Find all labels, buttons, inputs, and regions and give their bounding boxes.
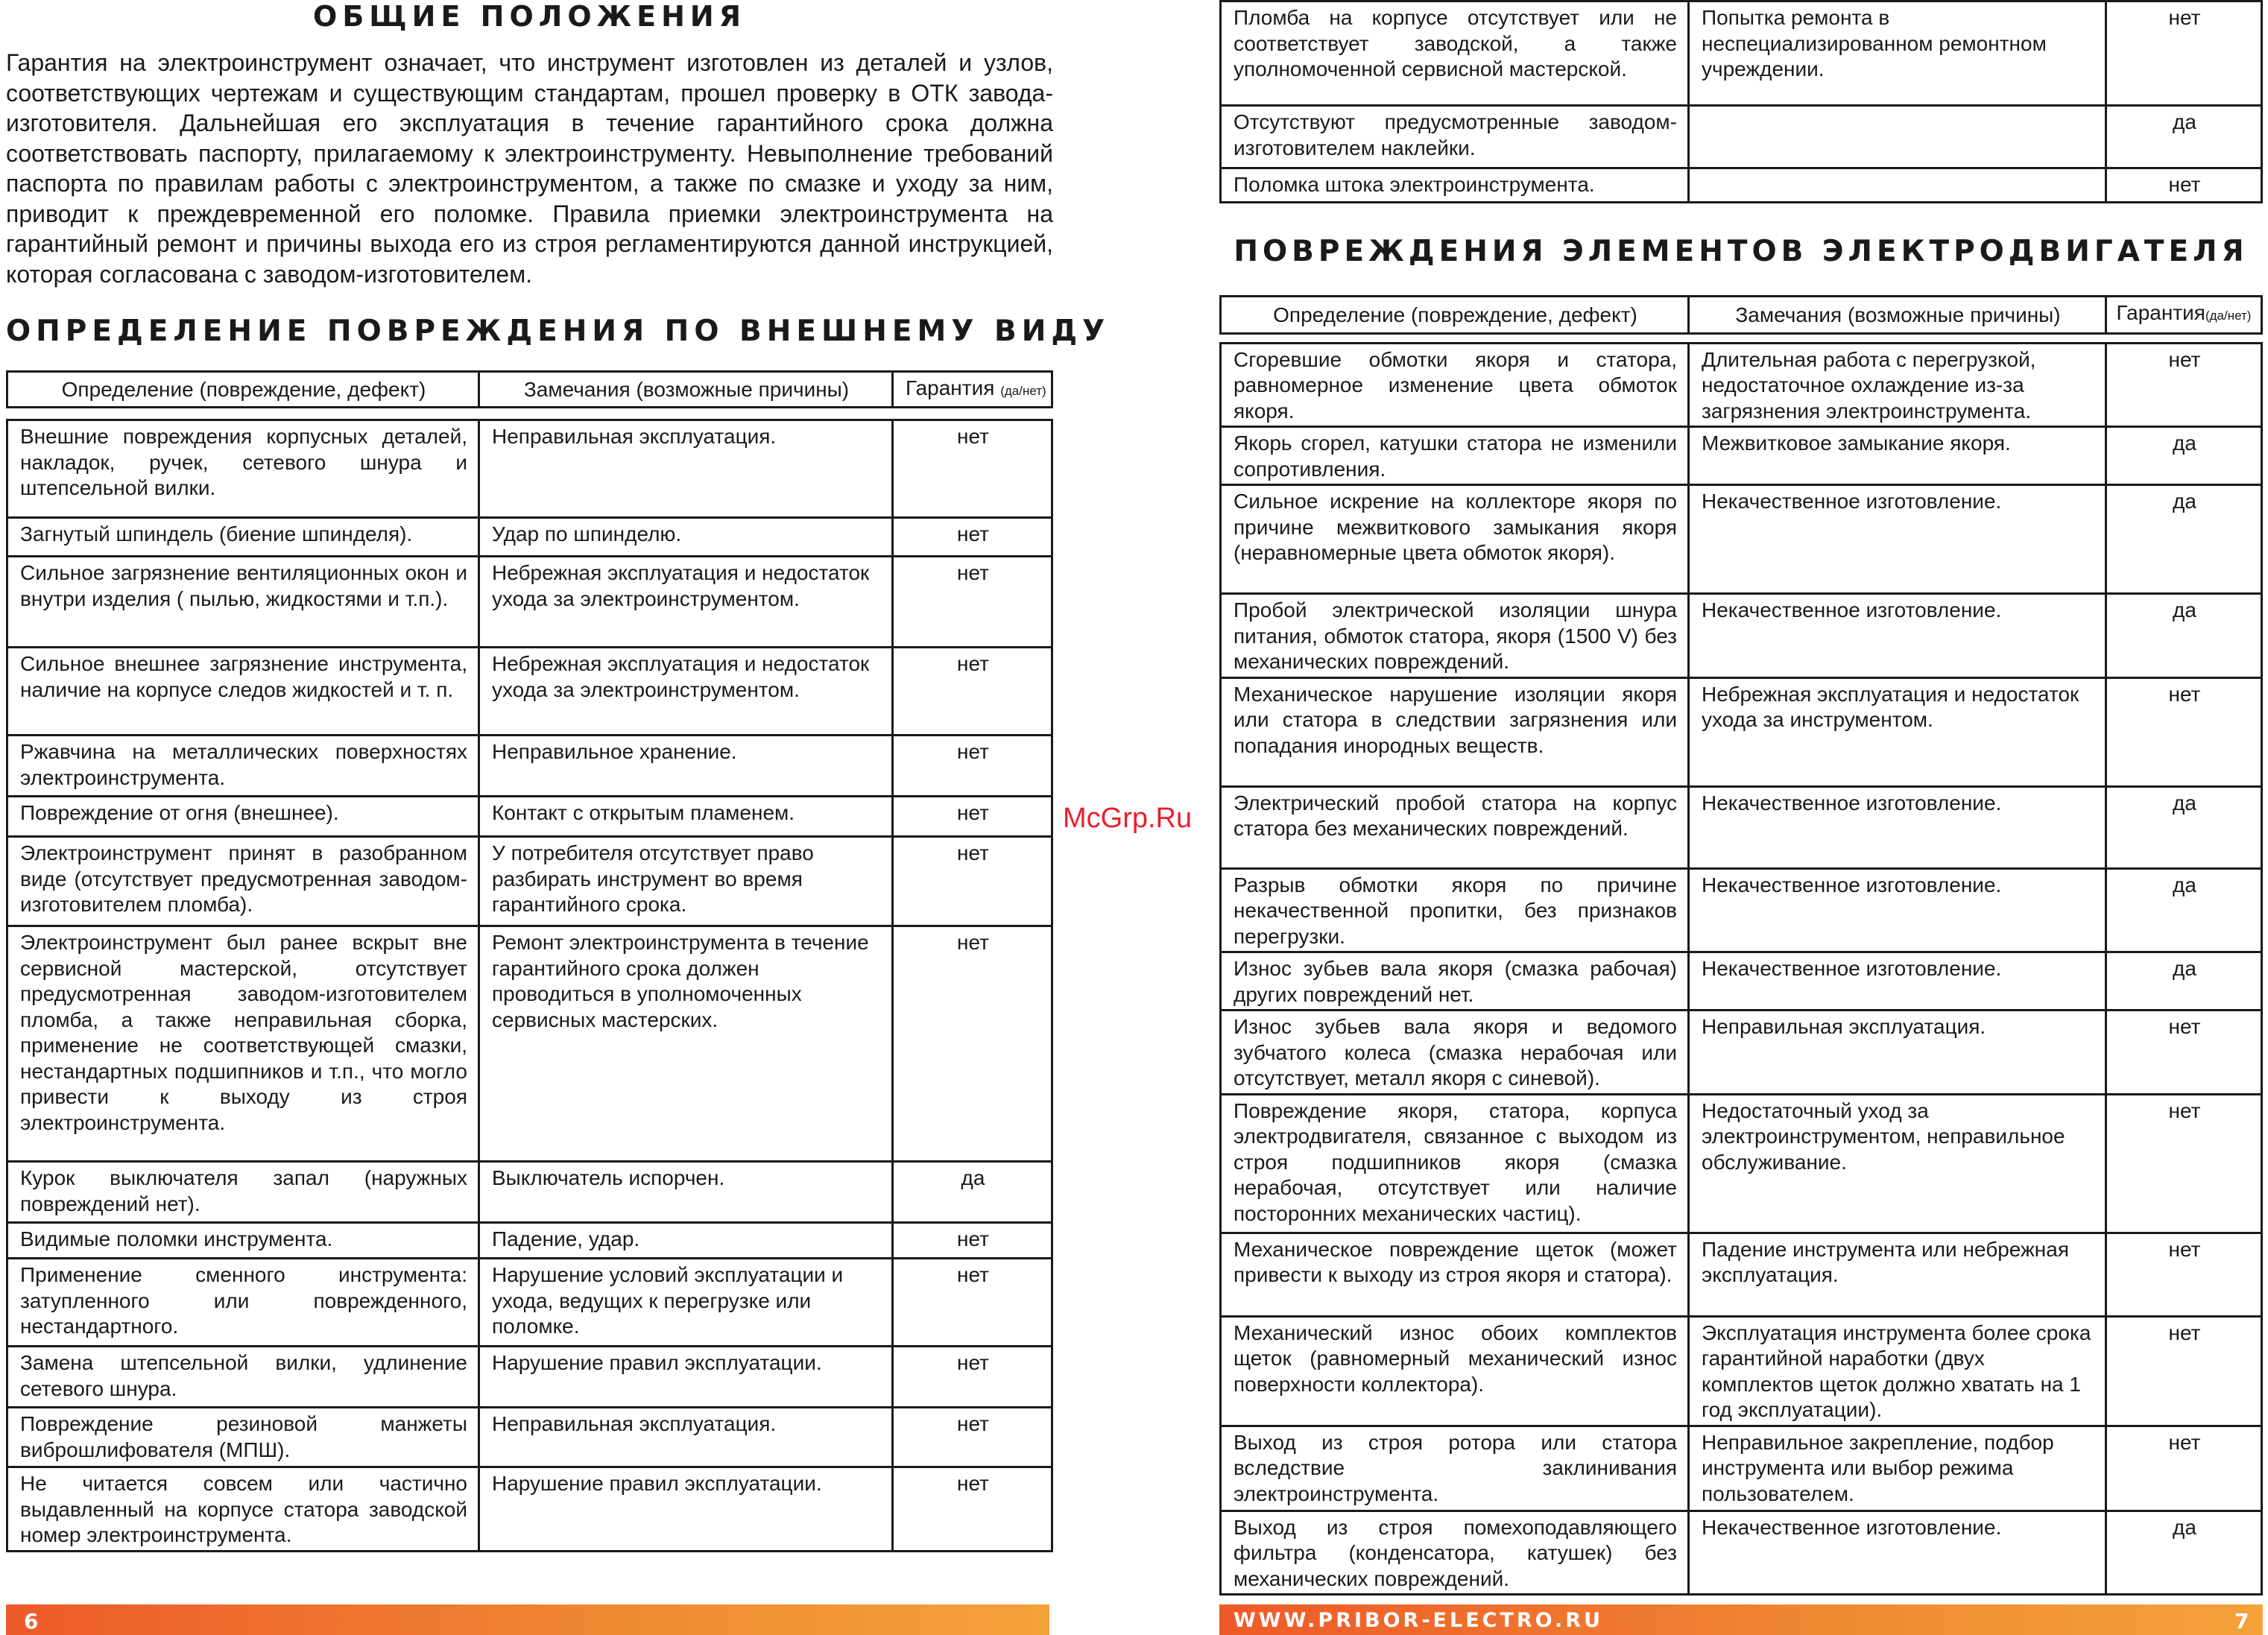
warranty-cell: нет bbox=[893, 1259, 1052, 1347]
table-row bbox=[1221, 868, 2262, 952]
defect-cell: Внешние повреждения корпусных деталей, накладок, ручек, сетевого шнура и штепсельной вилки. bbox=[7, 420, 479, 518]
table-row bbox=[1221, 677, 2262, 786]
remark-cell bbox=[1689, 106, 2106, 168]
defect-cell: Выход из строя ротора или статора вследствие заклинивания электроинструмента. bbox=[1221, 1426, 1689, 1511]
defect-cell: Замена штепсельной вилки, удлинение сетевого шнура. bbox=[7, 1347, 479, 1408]
warranty-cell: да bbox=[2106, 952, 2262, 1011]
table-row bbox=[7, 420, 1052, 518]
header-col-warranty bbox=[893, 372, 1052, 408]
warranty-cell: нет bbox=[2106, 1, 2262, 106]
left-page bbox=[6, 0, 1111, 1552]
remark-cell: Неправильное закрепление, подбор инструмента или выбор режима пользователем. bbox=[1689, 1426, 2106, 1511]
remark-cell: Нарушение условий эксплуатации и ухода, ведущих к перегрузке или поломке. bbox=[479, 1259, 893, 1347]
warranty-cell: нет bbox=[893, 797, 1052, 837]
remark-cell: Нарушение правил эксплуатации. bbox=[479, 1467, 893, 1552]
defect-cell: Видимые поломки инструмента. bbox=[7, 1223, 479, 1259]
right-page-number: 7 bbox=[2234, 1609, 2249, 1634]
table-row bbox=[1221, 343, 2262, 427]
defect-cell: Отсутствуют предусмотренные заводом-изготовителем наклейки. bbox=[1221, 106, 1689, 168]
left-table-header bbox=[6, 370, 1053, 408]
header-col-defect: Определение (повреждение, дефект) bbox=[7, 372, 479, 408]
remark-cell: Неправильная эксплуатация. bbox=[479, 420, 893, 518]
remark-cell: Неправильное хранение. bbox=[479, 736, 893, 797]
table-row bbox=[1221, 1426, 2262, 1511]
table-row bbox=[1221, 168, 2262, 203]
table-row bbox=[7, 797, 1052, 837]
intro-paragraph: Гарантия на электроинструмент означает, что инструмент изготовлен из деталей и узлов, соответствующих чертежам и существующим стандартам, прошел проверку в ОТК завода-изготовителя. Дальнейшая его эксплуатация в течение гарантийного срока должна соответствовать паспорту, прилагаемому к электроинструменту. Невыполнение требований паспорта по правилам работы с электроинструментом, а также по смазке и уходу за ним, приводит к преждевременной его поломке. Правила приемки электроинструмента на гарантийный ремонт и причины выхода его из строя регламентируются данной инструкцией, которая согласована с заводом-изготовителем. bbox=[6, 49, 1053, 288]
remark-cell: Падение инструмента или небрежная эксплуатация. bbox=[1689, 1233, 2106, 1316]
table-row bbox=[7, 518, 1052, 557]
remark-cell: Некачественное изготовление. bbox=[1689, 868, 2106, 952]
defect-cell: Повреждение резиновой манжеты виброшлифователя (МПШ). bbox=[7, 1408, 479, 1467]
warranty-cell: нет bbox=[2106, 1316, 2262, 1426]
header-warranty-hint: (да/нет) bbox=[2205, 309, 2252, 323]
table-row bbox=[1221, 485, 2262, 594]
defect-cell: Электроинструмент был ранее вскрыт вне сервисной мастерской, отсутствует предусмотренная заводом-изготовителем пломба, а также неправильная сборка, применение не соответствующей смазки, нестандартных подшипников и т.п., что могло привести к выходу из строя электроинструмента. bbox=[7, 926, 479, 1162]
warranty-cell: да bbox=[2106, 786, 2262, 868]
warranty-cell: нет bbox=[2106, 168, 2262, 203]
remark-cell: Эксплуатация инструмента более срока гарантийной наработки (двух комплектов щеток должно хватать на 1 год эксплуатации). bbox=[1689, 1316, 2106, 1426]
remark-cell: Некачественное изготовление. bbox=[1689, 952, 2106, 1011]
table-row bbox=[1221, 1, 2262, 106]
remark-cell: Неправильная эксплуатация. bbox=[1689, 1011, 2106, 1095]
left-footer-bar bbox=[6, 1604, 1049, 1635]
remark-cell: Межвитковое замыкание якоря. bbox=[1689, 427, 2106, 485]
defect-cell: Сильное внешнее загрязнение инструмента, наличие на корпусе следов жидкостей и т. п. bbox=[7, 648, 479, 736]
right-top-table bbox=[1219, 0, 2263, 203]
defect-cell: Повреждение от огня (внешнее). bbox=[7, 797, 479, 837]
table-row bbox=[7, 1223, 1052, 1259]
defect-cell: Поломка штока электроинструмента. bbox=[1221, 168, 1689, 203]
table-row bbox=[7, 1467, 1052, 1552]
table-row bbox=[1221, 952, 2262, 1011]
warranty-cell: нет bbox=[2106, 1094, 2262, 1233]
remark-cell: Небрежная эксплуатация и недостаток ухода за инструментом. bbox=[1689, 677, 2106, 786]
remark-cell: Некачественное изготовление. bbox=[1689, 594, 2106, 678]
watermark: McGrp.Ru bbox=[1063, 803, 1193, 834]
remark-cell: Контакт с открытым пламенем. bbox=[479, 797, 893, 837]
warranty-cell: нет bbox=[893, 648, 1052, 736]
website-link[interactable]: WWW.PRIBOR-ELECTRO.RU bbox=[1233, 1609, 1604, 1632]
defect-cell: Механическое повреждение щеток (может привести к выходу из строя якоря и статора). bbox=[1221, 1233, 1689, 1316]
heading-motor-damage: ПОВРЕЖДЕНИЯ ЭЛЕМЕНТОВ ЭЛЕКТРОДВИГАТЕЛЯ bbox=[1233, 235, 2249, 268]
warranty-cell: нет bbox=[2106, 677, 2262, 786]
defect-cell: Износ зубьев вала якоря и ведомого зубчатого колеса (смазка нерабочая или отсутствует, металл якоря с синевой). bbox=[1221, 1011, 1689, 1095]
defect-cell: Электроинструмент принят в разобранном виде (отсутствует предусмотренная заводом-изготовителем пломба). bbox=[7, 837, 479, 926]
remark-cell: Некачественное изготовление. bbox=[1689, 485, 2106, 594]
right-table bbox=[1219, 342, 2263, 1596]
remark-cell bbox=[1689, 168, 2106, 203]
remark-cell: Недостаточный уход за электроинструментом, неправильное обслуживание. bbox=[1689, 1094, 2106, 1233]
header-warranty-label: Гарантия bbox=[906, 376, 995, 400]
warranty-cell: нет bbox=[893, 926, 1052, 1162]
remark-cell: Небрежная эксплуатация и недостаток ухода за электроинструментом. bbox=[479, 557, 893, 648]
warranty-cell: да bbox=[2106, 1511, 2262, 1595]
defect-cell: Выход из строя помехоподавляющего фильтра (конденсатора, катушек) без механических повреждений. bbox=[1221, 1511, 1689, 1595]
header-col-remark: Замечания (возможные причины) bbox=[479, 372, 893, 408]
defect-cell: Курок выключателя запал (наружных повреждений нет). bbox=[7, 1162, 479, 1223]
header-col-defect: Определение (повреждение, дефект) bbox=[1221, 297, 1689, 334]
warranty-cell: нет bbox=[2106, 1426, 2262, 1511]
header-warranty-hint: (да/нет) bbox=[1000, 384, 1046, 399]
table-row bbox=[1221, 1233, 2262, 1316]
defect-cell: Ржавчина на металлических поверхностях электроинструмента. bbox=[7, 736, 479, 797]
remark-cell: Неправильная эксплуатация. bbox=[479, 1408, 893, 1467]
warranty-cell: да bbox=[2106, 594, 2262, 678]
left-page-number: 6 bbox=[24, 1609, 39, 1634]
table-row bbox=[7, 926, 1052, 1162]
defect-cell: Повреждение якоря, статора, корпуса электродвигателя, связанное с выходом из строя подшипников якоря (смазка нерабочая, отсутствует или наличие посторонних механических частиц). bbox=[1221, 1094, 1689, 1233]
table-row bbox=[7, 557, 1052, 648]
warranty-cell: да bbox=[2106, 427, 2262, 485]
table-row bbox=[1221, 427, 2262, 485]
header-warranty-label: Гарантия bbox=[2116, 301, 2205, 324]
remark-cell: Выключатель испорчен. bbox=[479, 1162, 893, 1223]
table-row bbox=[7, 1259, 1052, 1347]
remark-cell: Некачественное изготовление. bbox=[1689, 786, 2106, 868]
warranty-cell: нет bbox=[893, 518, 1052, 557]
table-row bbox=[1221, 1316, 2262, 1426]
warranty-cell: да bbox=[893, 1162, 1052, 1223]
left-table bbox=[6, 419, 1053, 1552]
warranty-cell: да bbox=[2106, 868, 2262, 952]
warranty-cell: нет bbox=[893, 837, 1052, 926]
table-row bbox=[7, 1408, 1052, 1467]
warranty-cell: нет bbox=[893, 736, 1052, 797]
defect-cell: Разрыв обмотки якоря по причине некачественной пропитки, без признаков перегрузки. bbox=[1221, 868, 1689, 952]
defect-cell: Сгоревшие обмотки якоря и статора, равномерное изменение цвета обмоток якоря. bbox=[1221, 343, 1689, 427]
defect-cell: Якорь сгорел, катушки статора не изменили сопротивления. bbox=[1221, 427, 1689, 485]
table-row bbox=[7, 648, 1052, 736]
defect-cell: Пломба на корпусе отсутствует или не соответствует заводской, а также уполномоченной сервисной мастерской. bbox=[1221, 1, 1689, 106]
defect-cell: Пробой электрической изоляции шнура питания, обмоток статора, якоря (1500 V) без механических повреждений. bbox=[1221, 594, 1689, 678]
defect-cell: Сильное загрязнение вентиляционных окон и внутри изделия ( пылью, жидкостями и т.п.). bbox=[7, 557, 479, 648]
table-row bbox=[1221, 786, 2262, 868]
defect-cell: Механическое нарушение изоляции якоря или статора в следствии загрязнения или попадания инородных веществ. bbox=[1221, 677, 1689, 786]
warranty-cell: да bbox=[2106, 485, 2262, 594]
remark-cell: Некачественное изготовление. bbox=[1689, 1511, 2106, 1595]
defect-cell: Применение сменного инструмента: затупленного или поврежденного, нестандартного. bbox=[7, 1259, 479, 1347]
warranty-cell: нет bbox=[893, 1347, 1052, 1408]
warranty-cell: да bbox=[2106, 106, 2262, 168]
table-row bbox=[1221, 1511, 2262, 1595]
remark-cell: Нарушение правил эксплуатации. bbox=[479, 1347, 893, 1408]
table-row bbox=[1221, 594, 2262, 678]
table-row bbox=[7, 1347, 1052, 1408]
right-table-header bbox=[1219, 295, 2263, 335]
warranty-cell: нет bbox=[2106, 343, 2262, 427]
warranty-cell: нет bbox=[893, 1408, 1052, 1467]
defect-cell: Не читается совсем или частично выдавленный на корпусе статора заводской номер электроинструмента. bbox=[7, 1467, 479, 1552]
defect-cell: Электрический пробой статора на корпус статора без механических повреждений. bbox=[1221, 786, 1689, 868]
remark-cell: Длительная работа с перегрузкой, недостаточное охлаждение из-за загрязнения электроинструмента. bbox=[1689, 343, 2106, 427]
table-row bbox=[1221, 106, 2262, 168]
warranty-cell: нет bbox=[893, 1467, 1052, 1552]
remark-cell: Ремонт электроинструмента в течение гарантийного срока должен проводиться в уполномоченных сервисных мастерских. bbox=[479, 926, 893, 1162]
table-row bbox=[7, 736, 1052, 797]
warranty-cell: нет bbox=[2106, 1011, 2262, 1095]
table-row bbox=[1221, 1094, 2262, 1233]
header-col-remark: Замечания (возможные причины) bbox=[1689, 297, 2106, 334]
right-page bbox=[1219, 0, 2263, 1596]
defect-cell: Механический износ обоих комплектов щеток (равномерный механический износ поверхности коллектора). bbox=[1221, 1316, 1689, 1426]
remark-cell: У потребителя отсутствует право разбирать инструмент во время гарантийного срока. bbox=[479, 837, 893, 926]
remark-cell: Падение, удар. bbox=[479, 1223, 893, 1259]
table-row bbox=[1221, 1011, 2262, 1095]
defect-cell: Износ зубьев вала якоря (смазка рабочая) других повреждений нет. bbox=[1221, 952, 1689, 1011]
table-row bbox=[7, 1162, 1052, 1223]
heading-general: ОБЩИЕ ПОЛОЖЕНИЯ bbox=[313, 0, 746, 33]
heading-external-damage: ОПРЕДЕЛЕНИЕ ПОВРЕЖДЕНИЯ ПО ВНЕШНЕМУ ВИДУ bbox=[6, 314, 1111, 348]
defect-cell: Сильное искрение на коллекторе якоря по причине межвиткового замыкания якоря (неравномерные цвета обмоток якоря). bbox=[1221, 485, 1689, 594]
warranty-cell: нет bbox=[893, 1223, 1052, 1259]
remark-cell: Удар по шпинделю. bbox=[479, 518, 893, 557]
table-row bbox=[7, 837, 1052, 926]
warranty-cell: нет bbox=[893, 557, 1052, 648]
remark-cell: Попытка ремонта в неспециализированном ремонтном учреждении. bbox=[1689, 1, 2106, 106]
warranty-cell: нет bbox=[2106, 1233, 2262, 1316]
header-col-warranty bbox=[2106, 297, 2262, 334]
remark-cell: Небрежная эксплуатация и недостаток ухода за электроинструментом. bbox=[479, 648, 893, 736]
warranty-cell: нет bbox=[893, 420, 1052, 518]
defect-cell: Загнутый шпиндель (биение шпинделя). bbox=[7, 518, 479, 557]
